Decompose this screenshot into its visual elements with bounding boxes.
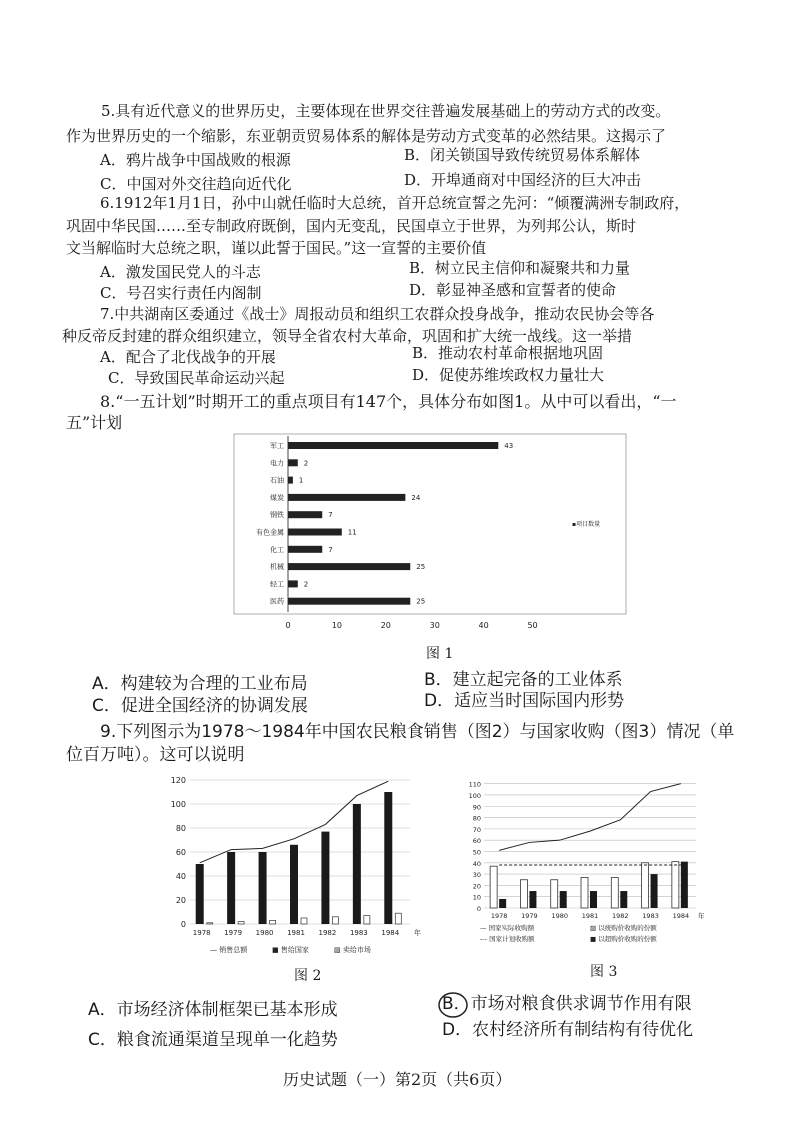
chart1-bar (288, 580, 298, 587)
figure-3-chart (460, 772, 730, 952)
chart2-y-tick: 0 (180, 920, 186, 929)
chart1-category-label: 军工 (270, 442, 284, 450)
q8-stem-line2: 五”计划 (66, 413, 123, 432)
q9-stem-line1: 9.下列图示为1978～1984年中国农民粮食销售（图2）与国家收购（图3）情况（单 (100, 722, 735, 742)
figure-1-caption: 图 1 (426, 646, 454, 662)
q7-option-d[interactable]: D．促使苏维埃政权力量壮大 (412, 366, 605, 384)
chart1-value-label: 43 (504, 442, 514, 450)
q6-option-d[interactable]: D．彰显神圣感和宣誓者的使命 (409, 281, 617, 299)
q6-stem-line1: 6.1912年1月1日，孙中山就任临时大总统，首开总统宣誓之先河：“倾覆满洲专制政府， (100, 194, 690, 212)
chart2-legend-item: ▨ 卖给市场 (334, 946, 371, 954)
chart2-y-tick: 120 (170, 776, 186, 785)
chart3-y-tick: 100 (468, 791, 481, 800)
chart1-category-label: 煤炭 (270, 493, 284, 502)
q8-option-b[interactable]: B．建立起完备的工业体系 (424, 670, 623, 690)
q5-stem-line2: 作为世界历史的一个缩影，东亚朝贡贸易体系的解体是劳动方式变革的必然结果。这揭示了 (66, 127, 667, 145)
chart2-y-tick: 60 (175, 848, 186, 857)
chart1-category-label: 机械 (270, 563, 284, 572)
chart3-y-tick: 30 (472, 871, 481, 880)
chart3-x-unit: 年 (698, 912, 705, 920)
chart1-category-label: 医药 (270, 597, 284, 606)
chart3-bar-unified (490, 866, 497, 908)
chart2-y-tick: 80 (175, 824, 186, 833)
chart3-x-tick: 1979 (521, 912, 538, 920)
chart1-bar (288, 511, 322, 518)
chart2-x-tick: 1982 (318, 929, 337, 937)
chart2-bar-state (321, 832, 329, 924)
figure-1-bar-chart (222, 432, 642, 638)
chart3-y-tick: 80 (472, 814, 481, 823)
chart3-bar-unified (551, 880, 558, 908)
chart2-bar-market (301, 918, 307, 924)
chart1-bar (288, 459, 298, 466)
q8-option-a[interactable]: A．构建较为合理的工业布局 (92, 674, 308, 694)
chart3-x-tick: 1978 (490, 912, 508, 920)
q6-option-a[interactable]: A．激发国民党人的斗志 (100, 263, 261, 281)
chart2-x-unit: 年 (414, 929, 421, 937)
chart3-y-tick: 90 (472, 803, 481, 812)
chart2-bar-market (207, 923, 213, 924)
figure-2-chart (160, 772, 440, 968)
chart1-bar (288, 477, 293, 484)
q6-option-c[interactable]: C．号召实行责任内阁制 (100, 284, 262, 302)
chart1-category-label: 轻工 (270, 580, 284, 589)
chart3-y-tick: 20 (472, 882, 481, 891)
q5-stem-line1: 5.具有近代意义的世界历史，主要体现在世界交往普遍发展基础上的劳动方式的改变。 (101, 102, 671, 120)
page-footer: 历史试题（一）第2页（共6页） (283, 1070, 512, 1089)
chart1-x-tick: 20 (380, 621, 391, 630)
chart2-bar-state (196, 864, 204, 924)
chart2-y-tick: 100 (170, 800, 186, 809)
chart3-legend-item: — 国家实际收购额 (480, 924, 535, 932)
chart3-bar-over (651, 874, 658, 908)
chart3-bar-over (499, 899, 506, 908)
q9-option-b[interactable]: B．市场对粮食供求调节作用有限 (442, 994, 692, 1014)
chart2-bar-state (259, 852, 267, 924)
chart1-value-label: 1 (298, 476, 304, 485)
chart2-bar-market (364, 916, 370, 924)
q8-option-d[interactable]: D．适应当时国际国内形势 (424, 691, 625, 711)
q9-option-a[interactable]: A．市场经济体制框架已基本形成 (88, 1000, 338, 1020)
chart1-bar (288, 563, 410, 570)
chart2-bar-state (227, 852, 235, 924)
q5-option-d[interactable]: D．开埠通商对中国经济的巨大冲击 (404, 171, 642, 189)
chart1-x-tick: 30 (429, 621, 440, 630)
chart2-x-tick: 1979 (224, 929, 243, 937)
figure-2-caption: 图 2 (294, 968, 322, 984)
q7-option-a[interactable]: A．配合了北伐战争的开展 (100, 348, 276, 366)
chart1-value-label: 25 (416, 597, 426, 606)
chart1-category-label: 石油 (270, 476, 284, 485)
chart3-bar-over (681, 862, 688, 908)
chart2-bar-market (238, 922, 244, 924)
chart3-bar-unified (642, 863, 649, 908)
chart2-bar-market (332, 917, 338, 924)
chart3-legend-item: ■ 以超购价收购的份额 (590, 935, 657, 943)
chart3-bar-over (620, 891, 627, 908)
chart3-bar-unified (611, 877, 618, 908)
q6-stem-line2: 巩固中华民国……至专制政府既倒，国内无变乱，民国卓立于世界，为列邦公认，斯时 (66, 217, 637, 235)
chart2-legend-item: — 销售总额 (210, 946, 248, 954)
chart2-bar-state (353, 804, 361, 924)
q7-stem-line2: 种反帝反封建的群众组织建立，领导全省农村大革命，巩固和扩大统一战线。这一举措 (62, 327, 633, 345)
chart1-x-tick: 10 (331, 621, 343, 630)
chart3-y-tick: 40 (472, 859, 481, 868)
chart1-value-label: 7 (328, 511, 333, 520)
q9-option-c[interactable]: C．粮食流通渠道呈现单一化趋势 (88, 1030, 338, 1050)
chart3-y-tick: 10 (472, 893, 481, 902)
chart3-y-tick: 50 (472, 848, 481, 857)
chart1-value-label: 2 (303, 580, 309, 589)
q8-option-c[interactable]: C．促进全国经济的协调发展 (92, 696, 308, 716)
chart3-bar-over (590, 891, 597, 908)
chart3-legend-item: --- 国家计划收购额 (480, 935, 535, 943)
chart1-bar (288, 598, 410, 605)
chart1-value-label: 2 (303, 459, 309, 468)
q5-option-c[interactable]: C．中国对外交往趋向近代化 (100, 175, 292, 193)
chart1-category-label: 有色金属 (256, 528, 284, 537)
q7-option-b[interactable]: B．推动农村革命根据地巩固 (412, 344, 604, 362)
q5-option-a[interactable]: A．鸦片战争中国战败的根源 (100, 151, 291, 169)
chart2-legend-item: ■ 售给国家 (272, 946, 309, 954)
chart1-x-tick: 40 (478, 621, 489, 630)
q9-option-d[interactable]: D．农村经济所有制结构有待优化 (442, 1020, 694, 1040)
figure-3-caption: 图 3 (590, 964, 618, 980)
chart3-bar-over (529, 891, 536, 908)
chart3-x-tick: 1983 (642, 912, 659, 920)
chart3-bar-unified (672, 862, 679, 908)
chart1-bar (288, 546, 322, 553)
chart2-bar-state (384, 792, 392, 924)
chart3-y-tick: 60 (472, 837, 481, 846)
chart2-bar-market (395, 913, 401, 924)
chart3-bar-over (560, 891, 567, 908)
chart3-y-tick: 0 (476, 905, 481, 913)
chart3-bar-unified (581, 877, 588, 908)
chart3-x-tick: 1980 (551, 912, 568, 920)
chart1-category-label: 钢铁 (270, 511, 284, 520)
chart1-category-label: 化工 (270, 545, 284, 554)
chart2-x-tick: 1980 (255, 929, 274, 937)
chart1-x-tick: 0 (285, 621, 291, 630)
q8-stem-line1: 8.“一五计划”时期开工的重点项目有147个，具体分布如图1。从中可以看出，“一 (100, 392, 677, 411)
q5-option-b[interactable]: B．闭关锁国导致传统贸易体系解体 (404, 146, 641, 164)
chart3-y-tick: 70 (472, 825, 481, 834)
chart3-legend-item: ▨ 以统购价收购的份额 (590, 924, 657, 932)
chart1-value-label: 25 (416, 563, 426, 572)
chart2-x-tick: 1984 (381, 929, 400, 937)
chart3-x-tick: 1981 (581, 912, 599, 920)
chart3-y-tick: 110 (468, 780, 481, 789)
chart1-bar (288, 442, 498, 449)
q6-option-b[interactable]: B．树立民主信仰和凝聚共和力量 (409, 259, 631, 277)
chart2-x-tick: 1978 (192, 929, 211, 937)
chart3-x-tick: 1984 (672, 912, 690, 920)
chart2-y-tick: 40 (175, 872, 186, 881)
q7-stem-line1: 7.中共湖南区委通过《战士》周报动员和组织工农群众投身战争，推动农民协会等各 (100, 305, 655, 323)
q6-stem-line3: 文当解临时大总统之职，谨以此誓于国民。”这一宣誓的主要价值 (66, 239, 487, 257)
chart2-x-tick: 1983 (349, 929, 368, 937)
chart1-value-label: 7 (328, 545, 333, 554)
chart2-y-tick: 20 (175, 896, 186, 905)
q7-option-c[interactable]: C．导致国民革命运动兴起 (108, 369, 285, 387)
chart3-x-tick: 1982 (612, 912, 629, 920)
chart3-bar-unified (520, 880, 527, 908)
chart1-category-label: 电力 (270, 459, 284, 468)
chart1-x-tick: 50 (527, 621, 538, 630)
chart2-x-tick: 1981 (287, 929, 305, 937)
q9-stem-line2: 位百万吨）。这可以说明 (66, 745, 245, 765)
chart1-value-label: 24 (411, 493, 421, 502)
chart2-bar-market (270, 920, 276, 924)
chart1-bar (288, 494, 405, 501)
chart1-bar (288, 529, 342, 536)
chart1-legend: ▪项目数量 (572, 521, 601, 528)
chart1-value-label: 11 (347, 528, 357, 537)
chart2-bar-state (290, 845, 298, 924)
answer-circle-mark (436, 990, 470, 1020)
